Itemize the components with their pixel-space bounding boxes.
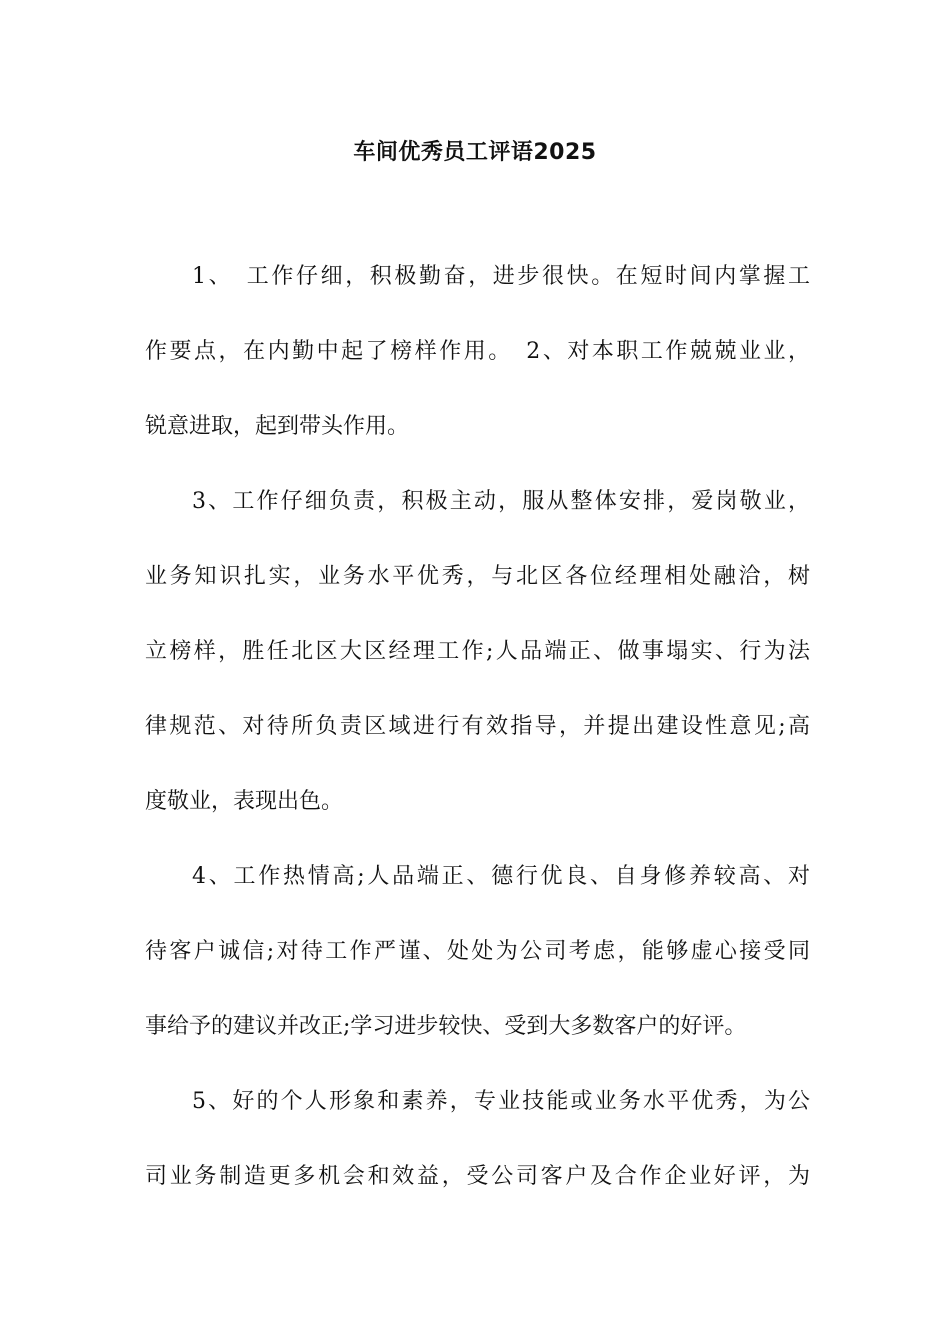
paragraph-5-line-2: 司业务制造更多机会和效益，受公司客户及合作企业好评，为 xyxy=(145,1164,810,1189)
paragraph-3-line-1: 3、工作仔细负责，积极主动，服从整体安排，爱岗敬业， xyxy=(192,489,810,514)
paragraph-3-line-4: 律规范、对待所负责区域进行有效指导，并提出建设性意见;高 xyxy=(145,714,810,739)
document-title: 车间优秀员工评语2025 xyxy=(353,140,597,165)
paragraph-1-line-3: 锐意进取，起到带头作用。 xyxy=(145,414,410,439)
paragraph-4-line-1: 4、工作热情高;人品端正、德行优良、自身修养较高、对 xyxy=(192,864,810,889)
paragraph-4-line-2: 待客户诚信;对待工作严谨、处处为公司考虑，能够虚心接受同 xyxy=(145,939,810,964)
paragraph-1-line-1: 1、 工作仔细，积极勤奋，进步很快。在短时间内掌握工 xyxy=(192,264,810,289)
paragraph-1-line-2: 作要点，在内勤中起了榜样作用。 2、对本职工作兢兢业业， xyxy=(145,339,810,364)
paragraph-3-line-5: 度敬业，表现出色。 xyxy=(145,789,344,814)
paragraph-3-line-3: 立榜样，胜任北区大区经理工作;人品端正、做事塌实、行为法 xyxy=(145,639,810,664)
paragraph-5-line-1: 5、好的个人形象和素养，专业技能或业务水平优秀，为公 xyxy=(192,1089,810,1114)
paragraph-3-line-2: 业务知识扎实，业务水平优秀，与北区各位经理相处融洽，树 xyxy=(145,564,810,589)
paragraph-4-line-3: 事给予的建议并改正;学习进步较快、受到大多数客户的好评。 xyxy=(145,1014,747,1039)
